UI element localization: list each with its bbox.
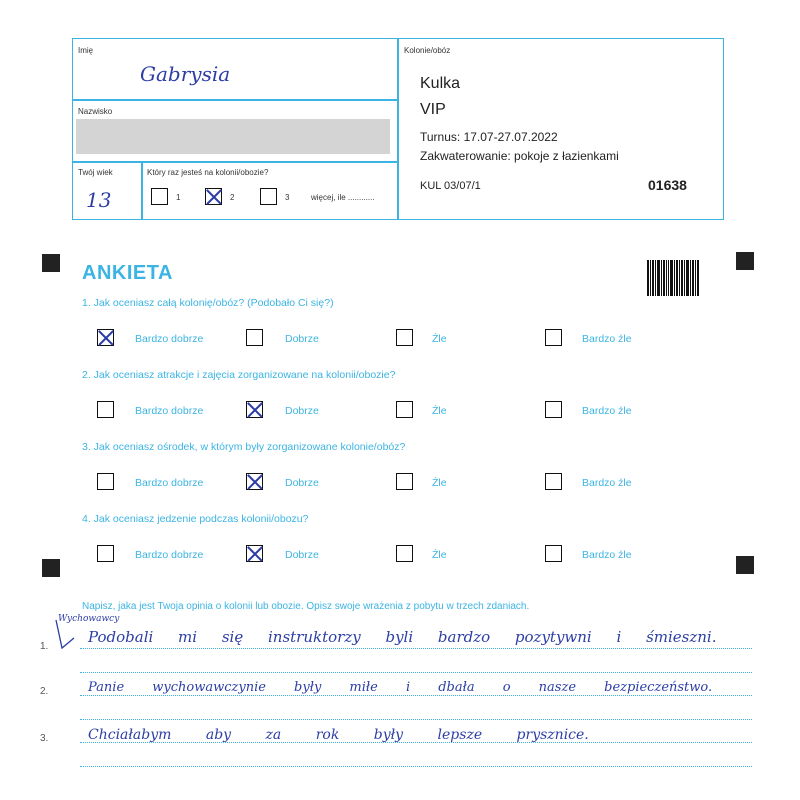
registration-marker-bottom-right [736, 556, 754, 574]
question-2-checkbox-4[interactable] [545, 401, 562, 418]
camp-label: Kolonie/obóz [404, 46, 451, 55]
question-1-option-label: Bardzo dobrze [135, 333, 204, 345]
times-checkbox-1[interactable] [151, 188, 168, 205]
question-3-option-label: Źle [432, 477, 447, 489]
question-4-checkbox-1[interactable] [97, 545, 114, 562]
camp-accommodation: Zakwaterowanie: pokoje z łazienkami [420, 149, 619, 163]
camp-code: KUL 03/07/1 [420, 180, 481, 192]
times-option-1: 1 [176, 193, 181, 202]
question-4-checkbox-2[interactable] [246, 545, 263, 562]
question-4-option-label: Źle [432, 549, 447, 561]
age-value[interactable]: 13 [86, 188, 112, 212]
question-4-option-label: Bardzo dobrze [135, 549, 204, 561]
question-3-checkbox-1[interactable] [97, 473, 114, 490]
question-2-option-label: Źle [432, 405, 447, 417]
dotted-line-2b [80, 719, 752, 720]
times-option-2: 2 [230, 193, 235, 202]
surname-row-divider [72, 161, 398, 163]
question-2-option-label: Bardzo źle [582, 405, 632, 417]
registration-marker-top-right [736, 252, 754, 270]
question-1-option-label: Dobrze [285, 333, 319, 345]
question-1-checkbox-3[interactable] [396, 329, 413, 346]
question-2-option-label: Bardzo dobrze [135, 405, 204, 417]
question-3-checkbox-4[interactable] [545, 473, 562, 490]
opinion-line-2[interactable]: Panie wychowawczynie były miłe i dbała o nasze bezpieczeństwo. [88, 680, 713, 695]
question-4-checkbox-3[interactable] [396, 545, 413, 562]
question-2-checkbox-2[interactable] [246, 401, 263, 418]
question-1-checkbox-2[interactable] [246, 329, 263, 346]
camp-name: Kulka [420, 75, 461, 92]
name-row-divider [72, 99, 398, 101]
question-4-checkbox-4[interactable] [545, 545, 562, 562]
question-3-checkbox-2[interactable] [246, 473, 263, 490]
survey-title: ANKIETA [82, 262, 173, 284]
age-label: Twój wiek [78, 168, 113, 177]
dotted-line-1b [80, 672, 752, 673]
times-label: Który raz jesteś na kolonii/obozie? [147, 168, 269, 177]
surname-redacted [76, 119, 390, 154]
question-3-option-label: Dobrze [285, 477, 319, 489]
opinion-prompt: Napisz, jaka jest Twoja opinia o kolonii lub obozie. Opisz swoje wrażenia z pobytu w trzech zdaniach. [82, 601, 530, 612]
question-3-option-label: Bardzo źle [582, 477, 632, 489]
opinion-line-3[interactable]: Chciałabym aby za rok były lepsze prysznice. [88, 727, 589, 743]
question-4-option-label: Bardzo źle [582, 549, 632, 561]
question-2-checkbox-1[interactable] [97, 401, 114, 418]
camp-number: 01638 [648, 177, 687, 193]
question-4-option-label: Dobrze [285, 549, 319, 561]
name-label: Imię [78, 46, 94, 55]
question-3-option-label: Bardzo dobrze [135, 477, 204, 489]
times-checkbox-2[interactable] [205, 188, 222, 205]
camp-type: VIP [420, 101, 446, 118]
insert-caret-icon [52, 618, 76, 654]
question-3-checkbox-3[interactable] [396, 473, 413, 490]
question-2-option-label: Dobrze [285, 405, 319, 417]
question-1-text: 1. Jak oceniasz całą kolonię/obóz? (Podobało Ci się?) [82, 297, 334, 309]
question-1-option-label: Bardzo źle [582, 333, 632, 345]
dotted-line-1a [80, 648, 752, 649]
times-checkbox-3[interactable] [260, 188, 277, 205]
opinion-line-number-1: 1. [40, 641, 49, 652]
registration-marker-bottom-left [42, 559, 60, 577]
dotted-line-3b [80, 766, 752, 767]
age-divider [141, 161, 143, 219]
opinion-line-number-2: 2. [40, 686, 49, 697]
surname-label: Nazwisko [78, 107, 113, 116]
barcode-icon [647, 260, 699, 296]
camp-turnus: Turnus: 17.07-27.07.2022 [420, 130, 558, 144]
question-1-checkbox-4[interactable] [545, 329, 562, 346]
opinion-line-number-3: 3. [40, 733, 49, 744]
dotted-line-2a [80, 695, 752, 696]
dotted-line-3a [80, 742, 752, 743]
question-2-checkbox-3[interactable] [396, 401, 413, 418]
question-1-option-label: Źle [432, 333, 447, 345]
registration-marker-top-left [42, 254, 60, 272]
times-option-3: 3 [285, 193, 290, 202]
opinion-line-1[interactable]: Podobali mi się instruktorzy byli bardzo pozytywni i śmieszni. [88, 628, 717, 646]
question-1-checkbox-1[interactable] [97, 329, 114, 346]
opinion-insert: Wychowawcy [58, 614, 120, 624]
question-4-text: 4. Jak oceniasz jedzenie podczas kolonii/obozu? [82, 513, 309, 525]
question-2-text: 2. Jak oceniasz atrakcje i zajęcia zorganizowane na kolonii/obozie? [82, 369, 396, 381]
question-3-text: 3. Jak oceniasz ośrodek, w którym były zorganizowane kolonie/obóz? [82, 441, 406, 453]
times-more-label: więcej, ile ............ [311, 193, 375, 202]
name-value[interactable]: Gabrysia [140, 62, 231, 86]
header-divider [397, 38, 399, 219]
